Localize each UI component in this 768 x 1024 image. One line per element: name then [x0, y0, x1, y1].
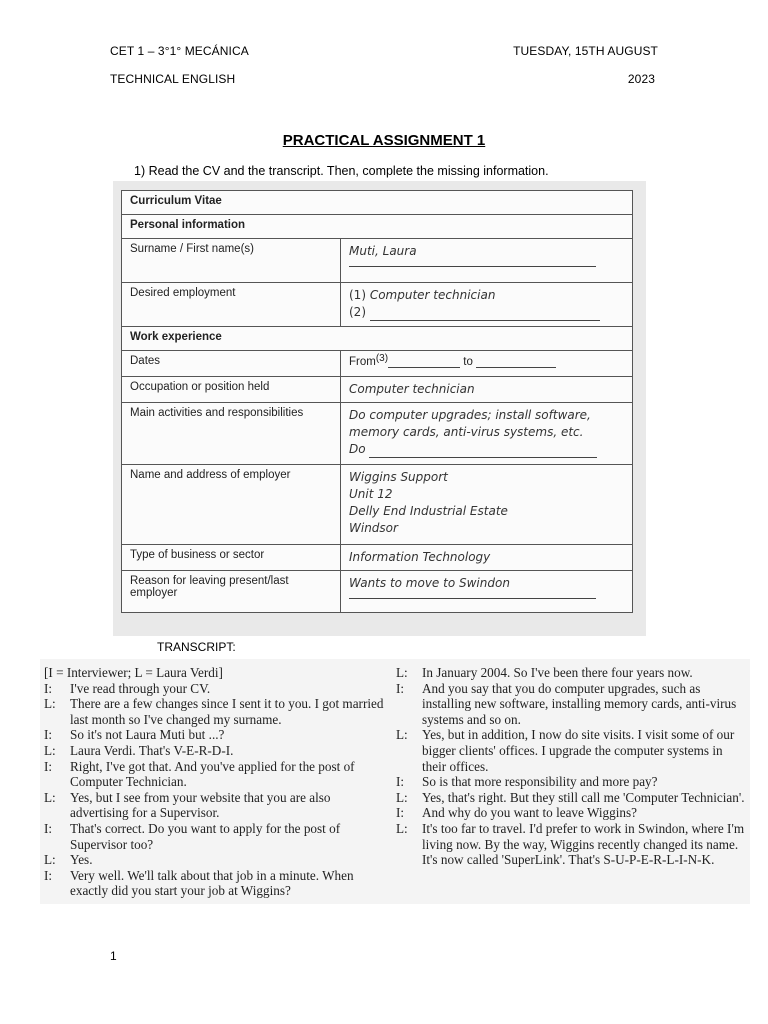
transcript-text: That's correct. Do you want to apply for the post of Supervisor too? — [70, 820, 341, 852]
transcript-speaker: I: — [44, 820, 53, 836]
transcript-label: TRANSCRIPT: — [157, 640, 236, 654]
cv-personal-info: Personal information — [122, 215, 633, 239]
reason-value: Wants to move to Swindon — [341, 571, 633, 613]
cv-table — [121, 190, 633, 613]
transcript-speaker: L: — [44, 789, 56, 805]
transcript-line — [396, 790, 746, 806]
instruction: 1) Read the CV and the transcript. Then, complete the missing information. — [134, 164, 549, 178]
transcript-text: So is that more responsibility and more pay? — [422, 774, 658, 790]
transcript-line — [44, 665, 388, 681]
transcript-text: It's too far to travel. I'd prefer to work in Swindon, where I'm living now. By the way, Wiggins recently changed its name. It's now called 'SuperLink'. That's S-U-P-E-R-L-I-N-K. — [422, 820, 745, 868]
transcript-line — [396, 665, 746, 681]
transcript-text: [I = Interviewer; L = Laura Verdi] — [44, 665, 223, 680]
transcript-text: Yes, but in addition, I now do site visits. I visit some of our bigger clients' offices. I upgrade the computer systems in their offices. — [422, 727, 735, 774]
transcript-text: And why do you want to leave Wiggins? — [422, 805, 637, 821]
year-header: 2023 — [627, 72, 655, 86]
transcript-text: Very well. We'll talk about that job in a minute. When exactly did you start your job at Wiggins? — [70, 867, 354, 899]
transcript-speaker: L: — [396, 665, 408, 680]
transcript-speaker: I: — [44, 680, 53, 696]
transcript-speaker: L: — [44, 696, 56, 712]
transcript-speaker: L: — [396, 789, 408, 805]
employer-value: Wiggins Support Unit 12 Delly End Industrial Estate Windsor — [341, 465, 633, 545]
page-number: 1 — [110, 949, 117, 963]
transcript-right-column — [396, 665, 746, 868]
cv-work-experience: Work experience — [122, 327, 633, 351]
transcript-text: Right, I've got that. And you've applied for the post of Computer Technician. — [70, 758, 355, 790]
surname-value: Muti, Laura — [341, 239, 633, 283]
transcript-line — [44, 681, 388, 697]
date-header: TUESDAY, 15TH AUGUST — [513, 44, 658, 58]
transcript-speaker: L: — [44, 742, 56, 758]
desired-label: Desired employment — [122, 283, 341, 327]
dates-label: Dates — [122, 351, 341, 377]
transcript-text: Yes, but I see from your website that you are also advertising for a Supervisor. — [70, 789, 331, 821]
transcript-line — [396, 727, 746, 774]
transcript-text: Laura Verdi. That's V-E-R-D-I. — [70, 742, 234, 758]
transcript-speaker: L: — [44, 852, 56, 868]
surname-label: Surname / First name(s) — [122, 239, 341, 283]
subject-header: TECHNICAL ENGLISH — [110, 72, 236, 86]
page-title: PRACTICAL ASSIGNMENT 1 — [282, 132, 486, 149]
transcript-line — [44, 821, 388, 852]
business-value: Information Technology — [341, 545, 633, 571]
transcript-speaker: I: — [44, 867, 53, 883]
transcript-line — [44, 868, 388, 899]
transcript-speaker: L: — [396, 820, 408, 836]
transcript-text: So it's not Laura Muti but ...? — [70, 727, 225, 743]
transcript-speaker: I: — [44, 727, 53, 743]
reason-label: Reason for leaving present/last employer — [122, 571, 341, 613]
transcript-text: In January 2004. So I've been there four years now. — [422, 665, 693, 680]
transcript-speaker: I: — [44, 758, 53, 774]
transcript-line — [44, 727, 388, 743]
business-label: Type of business or sector — [122, 545, 341, 571]
occupation-label: Occupation or position held — [122, 377, 341, 403]
transcript-left-column — [44, 665, 388, 899]
transcript-line — [396, 774, 746, 790]
activities-label: Main activities and responsibilities — [122, 403, 341, 465]
transcript-text: There are a few changes since I sent it to you. I got married last month so I've changed my surname. — [70, 696, 384, 727]
transcript-image — [40, 659, 750, 904]
employer-label: Name and address of employer — [122, 465, 341, 545]
transcript-speaker: I: — [396, 774, 405, 790]
transcript-speaker: I: — [396, 805, 405, 821]
transcript-line — [396, 821, 746, 868]
desired-value: (1) Computer technician (2) — [341, 283, 633, 327]
transcript-line — [44, 696, 388, 727]
transcript-text: I've read through your CV. — [70, 680, 211, 696]
transcript-line — [396, 805, 746, 821]
transcript-line — [44, 852, 388, 868]
transcript-speaker: I: — [396, 680, 405, 696]
dates-value: From(3) to — [341, 351, 633, 377]
course-header: CET 1 – 3°1° MECÁNICA — [110, 44, 249, 58]
transcript-line — [44, 743, 388, 759]
transcript-line — [44, 759, 388, 790]
transcript-line — [44, 790, 388, 821]
transcript-text: Yes, that's right. But they still call me 'Computer Technician'. — [422, 789, 745, 805]
transcript-text: Yes. — [70, 852, 93, 868]
transcript-line — [396, 681, 746, 728]
activities-value: Do computer upgrades; install software, memory cards, anti-virus systems, etc. Do — [341, 403, 633, 465]
occupation-value: Computer technician — [341, 377, 633, 403]
transcript-text: And you say that you do computer upgrades, such as installing new software, installing memory cards, anti-virus systems and so on. — [422, 680, 737, 727]
cv-title: Curriculum Vitae — [122, 191, 633, 215]
transcript-speaker: L: — [396, 727, 408, 743]
cv-image — [113, 181, 646, 636]
